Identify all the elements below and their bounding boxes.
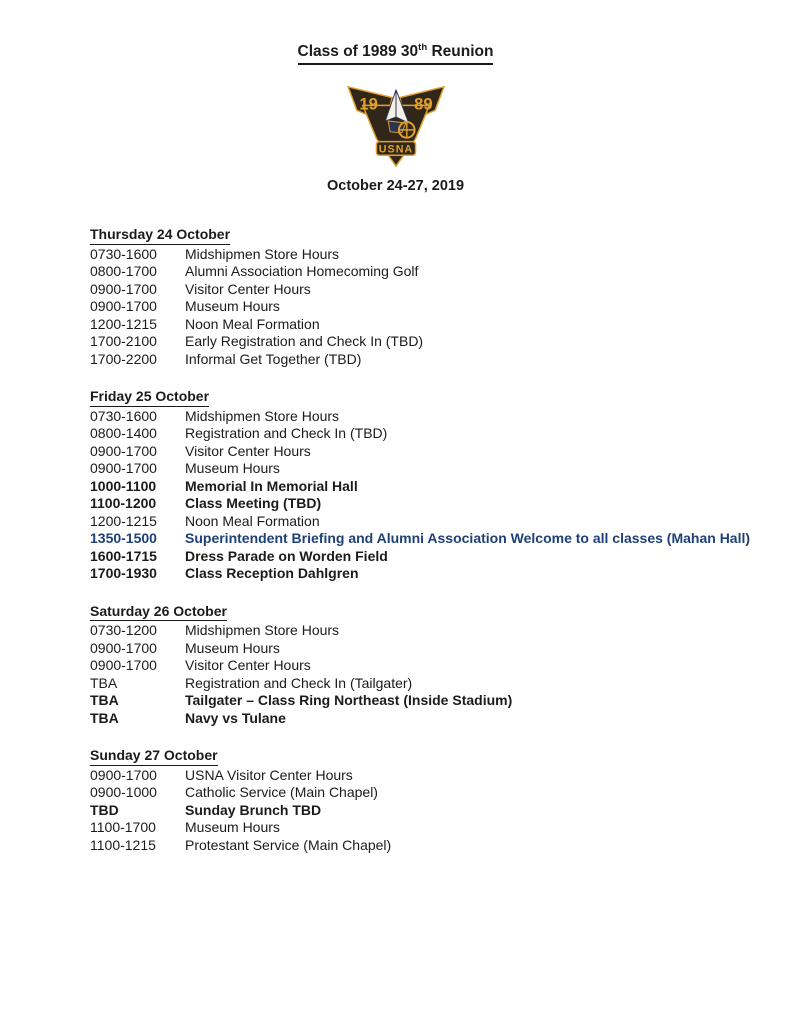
event-time: 1700-2100: [90, 333, 157, 349]
event-time: TBA: [90, 674, 118, 691]
schedule-row: [90, 351, 771, 369]
event-time: TBA: [90, 692, 119, 708]
schedule-row: [90, 478, 771, 496]
day-section: [90, 388, 771, 583]
schedule-row: [90, 298, 771, 316]
event-time: 0900-1700: [90, 766, 157, 783]
event-time: TBD: [90, 801, 119, 818]
schedule-row: [90, 530, 771, 548]
event-time: 0730-1200: [90, 622, 157, 638]
event-name: Noon Meal Formation: [185, 512, 320, 529]
event-name: Museum Hours: [185, 639, 280, 656]
crest-academy-label: USNA: [378, 143, 413, 156]
day-header-text: Friday 25 October: [90, 388, 209, 407]
schedule-row: [90, 837, 771, 855]
schedule-row: [90, 767, 771, 785]
day-header: [90, 388, 771, 407]
event-time: 1200-1215: [90, 315, 157, 332]
event-name: Early Registration and Check In (TBD): [185, 333, 424, 349]
event-name: Dress Parade on Worden Field: [185, 547, 388, 564]
day-header: [90, 603, 771, 622]
crest-year-left: 19: [358, 94, 378, 114]
event-time: 1100-1700: [90, 819, 156, 835]
event-name: Superintendent Briefing and Alumni Association Welcome to all classes (Mahan Hall): [185, 530, 751, 546]
event-time: 0900-1700: [90, 298, 157, 314]
schedule-row: [90, 443, 771, 461]
event-name: USNA Visitor Center Hours: [185, 766, 353, 783]
day-section: [90, 603, 771, 728]
schedule-row: [90, 513, 771, 531]
event-name: Memorial In Memorial Hall: [185, 477, 358, 494]
event-name: Noon Meal Formation: [185, 315, 320, 332]
schedule-row: [90, 640, 771, 658]
event-name: Sunday Brunch TBD: [185, 801, 322, 818]
day-header: [90, 747, 771, 766]
schedule-row: [90, 425, 771, 443]
schedule-row: [90, 802, 771, 820]
day-header-text: Saturday 26 October: [90, 603, 227, 622]
event-time: TBA: [90, 709, 119, 726]
schedule-row: [90, 675, 771, 693]
event-time: 0900-1700: [90, 280, 157, 297]
event-name: Visitor Center Hours: [185, 657, 311, 673]
schedule-row: [90, 710, 771, 728]
crest-year-right: 89: [413, 94, 433, 114]
event-name: Museum Hours: [185, 819, 280, 835]
event-time: 0800-1400: [90, 425, 157, 441]
event-name: Visitor Center Hours: [185, 442, 311, 459]
schedule-row: [90, 281, 771, 299]
event-dates: October 24-27, 2019: [326, 178, 465, 194]
schedule-row: [90, 316, 771, 334]
schedule-row: [90, 246, 771, 264]
event-name: Alumni Association Homecoming Golf: [185, 263, 419, 279]
event-name: Midshipmen Store Hours: [185, 622, 340, 638]
event-name: Midshipmen Store Hours: [185, 407, 340, 424]
event-name: Catholic Service (Main Chapel): [185, 784, 378, 800]
schedule-row: [90, 460, 771, 478]
event-name: Informal Get Together (TBD): [185, 350, 362, 367]
schedule-row: [90, 622, 771, 640]
title-superscript: th: [418, 41, 428, 53]
schedule: [0, 226, 791, 854]
event-time: 0730-1600: [90, 407, 157, 424]
event-time: 0900-1000: [90, 784, 157, 800]
event-time: 0900-1700: [90, 639, 157, 656]
event-time: 0900-1700: [90, 657, 157, 673]
event-name: Navy vs Tulane: [185, 709, 286, 726]
schedule-row: [90, 333, 771, 351]
event-name: Midshipmen Store Hours: [185, 245, 340, 262]
event-name: Class Reception Dahlgren: [185, 565, 359, 581]
event-time: 1600-1715: [90, 547, 157, 564]
schedule-row: [90, 692, 771, 710]
page-title-text: Class of 1989 30th Reunion: [298, 42, 494, 65]
event-name: Museum Hours: [185, 298, 280, 314]
schedule-row: [90, 784, 771, 802]
event-time: 1100-1215: [90, 836, 156, 853]
event-time: 0730-1600: [90, 245, 157, 262]
event-name: Class Meeting (TBD): [185, 495, 322, 511]
day-section: [90, 747, 771, 854]
event-name: Protestant Service (Main Chapel): [185, 836, 392, 853]
event-name: Museum Hours: [185, 460, 280, 476]
event-time: 1200-1215: [90, 512, 157, 529]
event-time: 0900-1700: [90, 460, 157, 476]
event-time: 0900-1700: [90, 442, 157, 459]
crest-icon: [344, 78, 448, 168]
event-time: 1700-1930: [90, 565, 157, 581]
schedule-row: [90, 565, 771, 583]
event-name: Registration and Check In (TBD): [185, 425, 388, 441]
event-time: 1350-1500: [90, 530, 157, 546]
schedule-row: [90, 408, 771, 426]
day-section: [90, 226, 771, 368]
schedule-row: [90, 657, 771, 675]
event-name: Visitor Center Hours: [185, 280, 311, 297]
day-header: [90, 226, 771, 245]
event-time: 0800-1700: [90, 263, 157, 279]
event-name: Registration and Check In (Tailgater): [185, 674, 413, 691]
event-name: Tailgater – Class Ring Northeast (Inside Stadium): [185, 692, 513, 708]
day-header-text: Thursday 24 October: [90, 226, 230, 245]
schedule-row: [90, 819, 771, 837]
usna-1989-crest-logo: [344, 78, 448, 168]
page-title: [0, 42, 791, 65]
schedule-row: [90, 548, 771, 566]
event-time: 1000-1100: [90, 477, 157, 494]
day-header-text: Sunday 27 October: [90, 747, 218, 766]
event-time: 1100-1200: [90, 495, 157, 511]
event-time: 1700-2200: [90, 350, 157, 367]
schedule-row: [90, 495, 771, 513]
schedule-row: [90, 263, 771, 281]
